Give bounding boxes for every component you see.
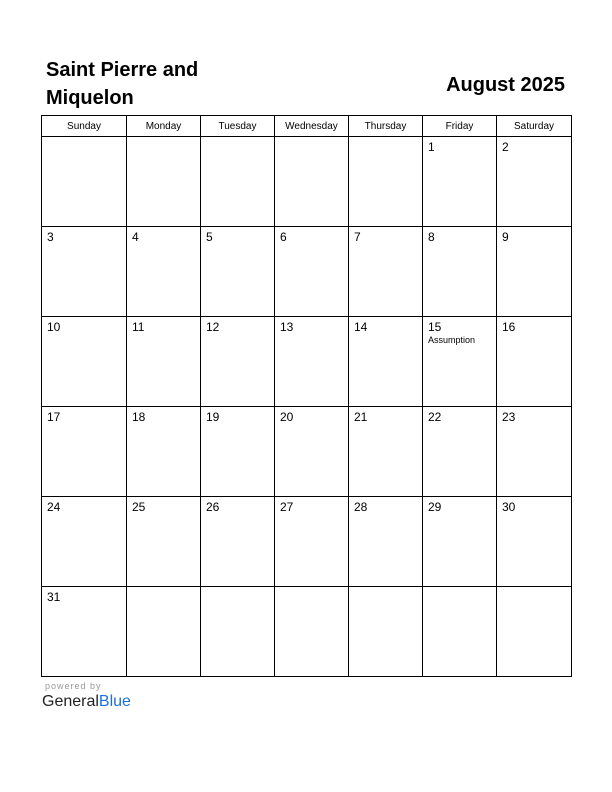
- day-number: 11: [132, 320, 145, 334]
- powered-by-text: powered by: [45, 681, 102, 691]
- day-cell: [275, 407, 349, 497]
- day-number: 19: [206, 410, 220, 424]
- day-number: 22: [428, 410, 442, 424]
- day-cell: [201, 137, 275, 227]
- day-number: 27: [280, 500, 294, 514]
- day-number: 17: [47, 410, 61, 424]
- day-cell: [42, 587, 127, 677]
- day-cell: [275, 137, 349, 227]
- brand-blue: Blue: [98, 693, 131, 710]
- day-cell: [42, 497, 127, 587]
- day-number: 28: [354, 500, 368, 514]
- day-number: 12: [206, 320, 220, 334]
- day-cell: [497, 587, 572, 677]
- day-number: 18: [132, 410, 146, 424]
- day-number: 10: [47, 320, 61, 334]
- day-number: 9: [502, 230, 509, 244]
- day-number: 26: [206, 500, 220, 514]
- day-cell: [423, 137, 497, 227]
- day-cell: [275, 317, 349, 407]
- day-cell: [423, 587, 497, 677]
- calendar-grid: [41, 115, 572, 677]
- day-cell: [497, 227, 572, 317]
- week-row: [42, 317, 572, 407]
- weekday-monday: Monday: [127, 116, 201, 137]
- day-cell: [201, 227, 275, 317]
- day-cell: [127, 587, 201, 677]
- week-row: [42, 587, 572, 677]
- day-cell: [423, 407, 497, 497]
- day-cell: [349, 227, 423, 317]
- day-number: 30: [502, 500, 516, 514]
- day-cell: [423, 317, 497, 407]
- day-number: 23: [502, 410, 516, 424]
- day-number: 16: [502, 320, 516, 334]
- day-number: 21: [354, 410, 368, 424]
- weekday-wednesday: Wednesday: [275, 116, 349, 137]
- day-cell: [349, 587, 423, 677]
- day-number: 8: [428, 230, 435, 244]
- day-cell: [497, 407, 572, 497]
- day-cell: [42, 137, 127, 227]
- day-number: 4: [132, 230, 139, 244]
- day-cell: [349, 137, 423, 227]
- day-number: 20: [280, 410, 294, 424]
- day-cell: [42, 317, 127, 407]
- day-cell: [127, 497, 201, 587]
- brand-general: General: [42, 693, 99, 710]
- day-cell: [201, 587, 275, 677]
- day-cell: [42, 407, 127, 497]
- day-number: 29: [428, 500, 442, 514]
- weekday-tuesday: Tuesday: [201, 116, 275, 137]
- day-cell: [349, 317, 423, 407]
- day-number: 25: [132, 500, 146, 514]
- day-cell: [349, 497, 423, 587]
- region-title: Saint Pierre and Miquelon: [46, 59, 199, 109]
- day-number: 13: [280, 320, 294, 334]
- weekday-thursday: Thursday: [349, 116, 423, 137]
- day-cell: [127, 407, 201, 497]
- day-cell: [127, 227, 201, 317]
- day-cell: [275, 227, 349, 317]
- day-cell: [423, 497, 497, 587]
- week-row: [42, 497, 572, 587]
- day-number: 15: [428, 320, 442, 334]
- day-number: 6: [280, 230, 287, 244]
- weekday-saturday: Saturday: [497, 116, 572, 137]
- holiday-label: Assumption: [428, 335, 476, 345]
- day-number: 3: [47, 230, 54, 244]
- day-cell: [127, 317, 201, 407]
- day-cell: [423, 227, 497, 317]
- week-row: [42, 137, 572, 227]
- day-cell: [275, 587, 349, 677]
- day-number: 31: [47, 590, 61, 604]
- day-number: 14: [354, 320, 368, 334]
- day-cell: [127, 137, 201, 227]
- weekday-header-row: [42, 116, 572, 137]
- day-number: 7: [354, 230, 361, 244]
- week-row: [42, 407, 572, 497]
- day-cell: [275, 497, 349, 587]
- day-cell: [497, 137, 572, 227]
- day-cell: [201, 407, 275, 497]
- day-number: 1: [428, 140, 435, 154]
- weekday-friday: Friday: [423, 116, 497, 137]
- day-cell: [497, 497, 572, 587]
- day-cell: [201, 317, 275, 407]
- day-number: 5: [206, 230, 213, 244]
- day-number: 24: [47, 500, 61, 514]
- day-cell: [42, 227, 127, 317]
- day-cell: [349, 407, 423, 497]
- day-number: 2: [502, 140, 509, 154]
- weekday-sunday: Sunday: [42, 116, 127, 137]
- day-cell: [497, 317, 572, 407]
- month-year-title: August 2025: [446, 74, 565, 96]
- day-cell: [201, 497, 275, 587]
- generalblue-logo: [42, 692, 131, 712]
- footer-branding: [42, 681, 131, 712]
- week-row: [42, 227, 572, 317]
